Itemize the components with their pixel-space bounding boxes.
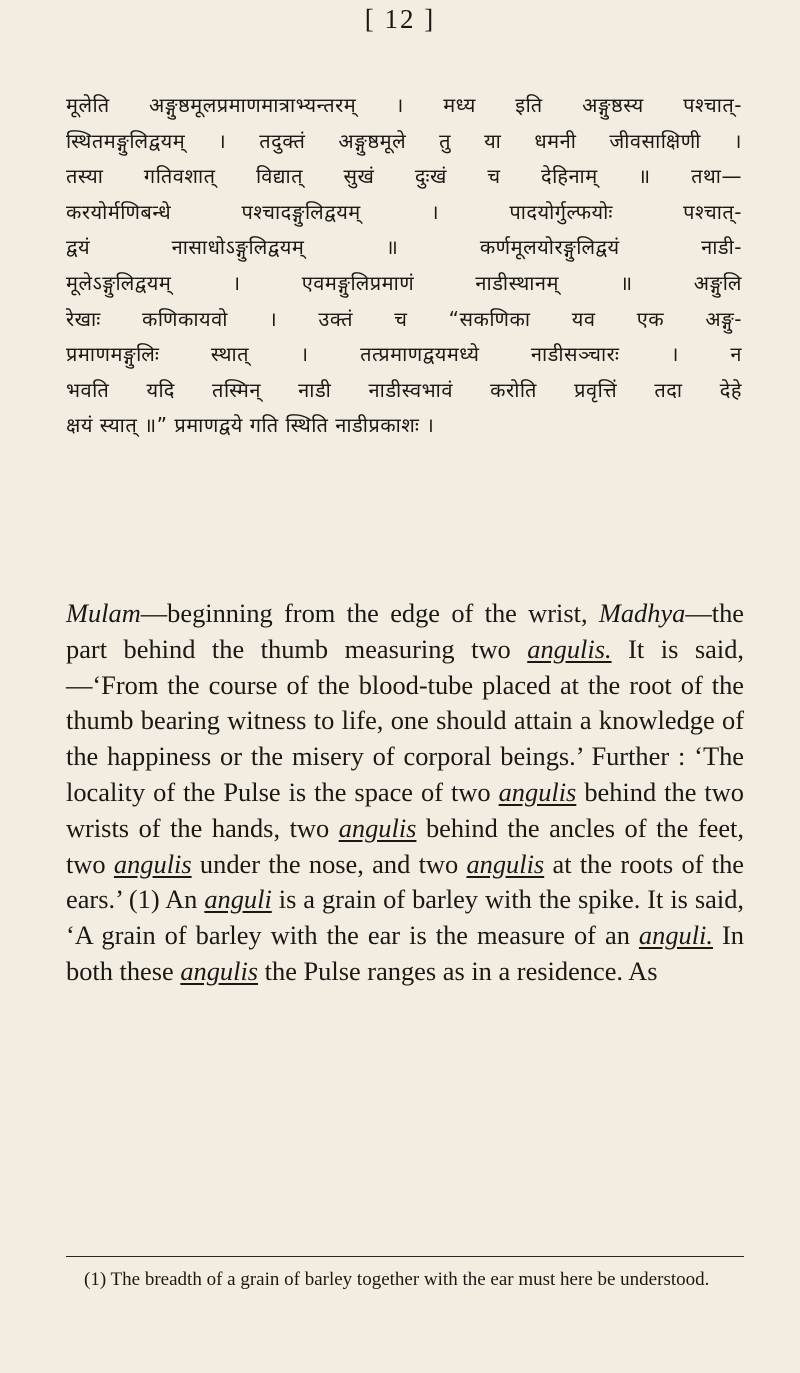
sanskrit-line: स्थितमङ्गुलिद्वयम् । तदुक्तं अङ्गुष्ठमूले तु या धमनी जीवसाक्षिणी । (66, 128, 742, 153)
text-run: —the part behind the thumb measuring two (66, 598, 744, 664)
translation-paragraph (66, 596, 744, 990)
term-anguli: angulis (498, 776, 577, 807)
footnote-text: (1) The breadth of a grain of barley together with the ear must here be understood. (84, 1269, 710, 1290)
english-translation (66, 596, 744, 990)
term-anguli: angulis (180, 955, 259, 986)
term-anguli: anguli (204, 884, 272, 915)
text-run: under the nose, and two (191, 848, 467, 879)
sanskrit-line: रेखाः कणिकायवो । उक्तं च “सकणिका यव एक अङ्गु- (66, 306, 742, 331)
text-run: is a grain of barley with the spike. It is said, ‘A grain of barley with the ear is the measure of an (66, 884, 744, 951)
sanskrit-line: मूलेऽङ्गुलिद्वयम् । एवमङ्गुलिप्रमाणं नाडीस्थानम् ॥ अङ्गुलि (66, 270, 742, 295)
text-run: behind the two wrists of the hands, two (66, 776, 744, 843)
text-run: at the roots of the ears.’ (1) An (66, 848, 745, 915)
text-run: It is said,—‘From the course of the blood-tube placed at the root of the thumb bearing witness to life, one should attain a knowledge of the happiness or the misery of corporal beings.’ Further : ‘The locality of the Pulse is the space of two (66, 633, 744, 807)
footnote-divider (66, 1256, 744, 1257)
term-anguli: angulis (113, 848, 192, 879)
page-number: [ 12 ] (364, 4, 436, 34)
term-anguli: angulis (466, 848, 545, 879)
sanskrit-line: प्रमाणमङ्गुलिः स्थात् । तत्प्रमाणद्वयमध्ये नाडीसञ्चारः । न (66, 342, 742, 367)
term-label: Mulam (66, 598, 141, 628)
sanskrit-line: द्वयं नासाधोऽङ्गुलिद्वयम् ॥ कर्णमूलयोरङ्गुलिद्वयं नाडी- (66, 235, 742, 260)
sanskrit-line: भवति यदि तस्मिन् नाडी नाडीस्वभावं करोति प्रवृत्तिं तदा देहे (66, 377, 742, 402)
text-run: the Pulse ranges as in a residence. As (258, 955, 658, 986)
sanskrit-line: मूलेति अङ्गुष्ठमूलप्रमाणमात्राभ्यन्तरम् । मध्य इति अङ्गुष्ठस्य पश्चात्- (66, 93, 742, 117)
text-run: behind the ancles of the feet, two (66, 812, 744, 879)
footnote (66, 1264, 744, 1295)
text-run: In both these (66, 920, 744, 986)
sanskrit-line: तस्या गतिवशात् विद्यात् सुखं दुःखं च देहिनाम् ॥ तथा— (66, 164, 742, 189)
term-anguli: angulis (338, 812, 417, 843)
sanskrit-verse-block (66, 88, 742, 444)
sanskrit-line: करयोर्मणिबन्धे पश्चादङ्गुलिद्वयम् । पादयोर्गुल्फयोः पश्चात्- (66, 199, 742, 224)
term-anguli: angulis. (527, 633, 612, 664)
term-anguli: anguli. (638, 920, 713, 951)
sanskrit-line: क्षयं स्यात् ॥” प्रमाणद्वये गति स्थिति नाडीप्रकाशः । (66, 413, 435, 438)
term-label: Madhya (598, 598, 686, 628)
text-run: —beginning from the edge of the wrist, (140, 598, 599, 628)
